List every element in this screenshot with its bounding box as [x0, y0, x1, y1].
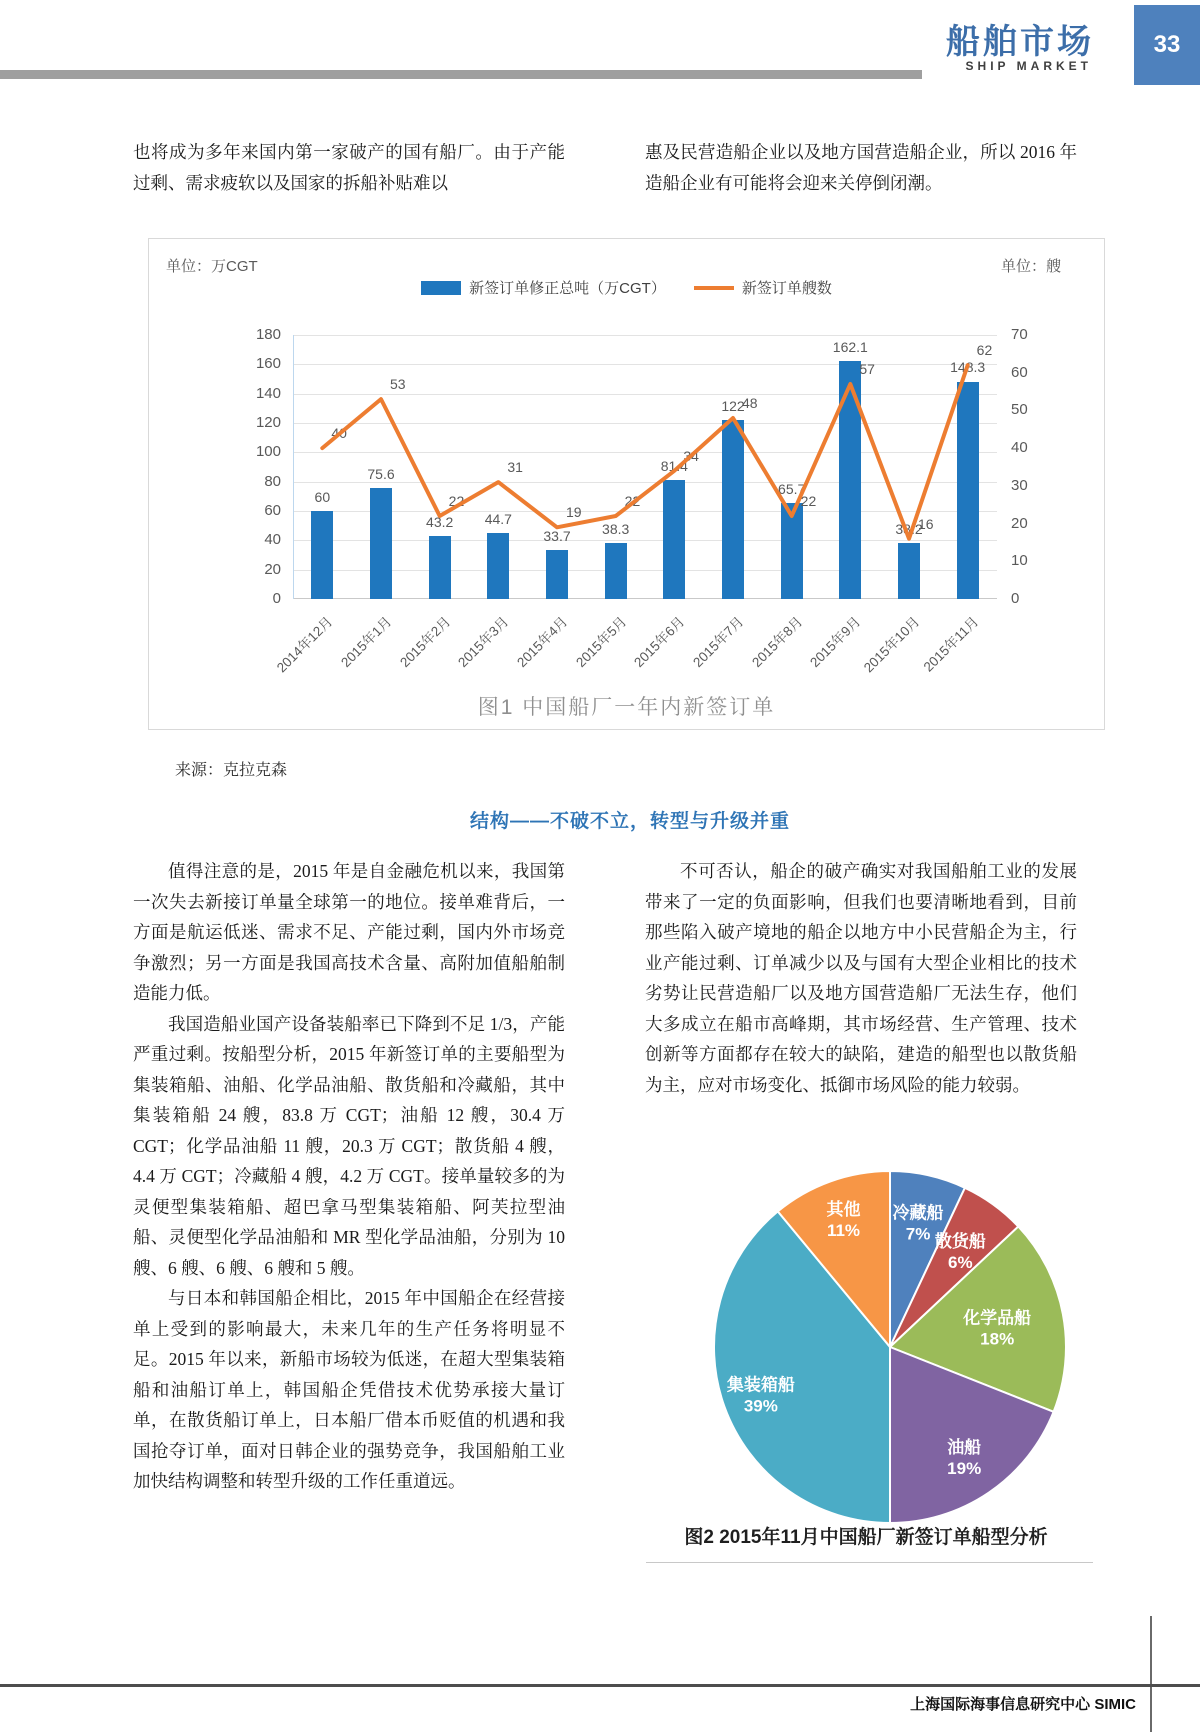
orders-count-line	[322, 365, 967, 539]
x-axis-label: 2015年8月	[748, 613, 806, 671]
legend-item-tonnage	[421, 277, 666, 298]
bar-series-label: 新签订单修正总吨（万CGT）	[469, 280, 666, 297]
pie-label-其他: 其他 11%	[826, 1199, 861, 1240]
paragraph: 值得注意的是，2015 年是自金融危机以来，我国第一次失去新接订单量全球第一的地位。接单难背后，一方面是航运低迷、需求不足、产能过剩，国内外市场竞争激烈；另一方面是我国高技术含量、高附加值船舶制造能力低。	[133, 861, 565, 1003]
right-axis-tick: 60	[1011, 363, 1028, 381]
paragraph: 不可否认，船企的破产确实对我国船舶工业的发展带来了一定的负面影响，但我们也要清晰地看到，目前那些陷入破产境地的船企以地方中小民营船企为主，行业产能过剩、订单减少以及与国有大型企业相比的技术劣势让民营造船厂以及地方国营造船厂无法生存，他们大多成立在船市高峰期，其市场经营、生产管理、技术创新等方面都存在较大的缺陷，建造的船型也以散货船为主，应对市场变化、抵御市场风险的能力较弱。	[645, 861, 1077, 1095]
left-axis-tick: 120	[255, 414, 281, 431]
left-axis-tick: 0	[272, 590, 281, 607]
x-axis-label: 2015年11月	[920, 613, 982, 675]
line-value-label: 22	[448, 493, 465, 510]
right-axis-tick: 40	[1011, 439, 1028, 457]
line-value-label: 19	[566, 504, 582, 521]
right-axis-tick: 20	[1011, 514, 1028, 532]
pie-label-化学品船: 化学品船 18%	[963, 1308, 1032, 1349]
x-axis-label: 2015年1月	[338, 613, 395, 671]
pie-label-冷藏船: 冷藏船 7%	[892, 1203, 944, 1244]
header-rule	[0, 70, 922, 79]
line-value-label: 62	[976, 342, 993, 359]
line-value-label: 16	[918, 515, 934, 532]
bar-value-label: 65.7	[778, 480, 806, 497]
pie-label-集装箱船: 集装箱船 39%	[726, 1375, 795, 1416]
x-axis-label: 2015年7月	[690, 613, 747, 671]
right-axis-unit: 单位：艘	[1000, 258, 1061, 275]
bar-value-label: 122	[721, 398, 745, 415]
line-series-label: 新签订单艘数	[741, 280, 832, 297]
paragraph: 与日本和韩国船企相比，2015 年中国船企在经营接单上受到的影响最大，未来几年的生产任务将明显不足。2015 年以来，新船市场较为低迷，在超大型集装箱船和油船订单上，韩国船企凭借技术优势承接大量订单，在散货船订单上，日本船厂借本币贬值的机遇和我国抢夺订单，面对日韩企业的强势竞争，我国船舶工业加快结构调整和转型升级的工作任重道远。	[133, 1288, 565, 1491]
bar-value-label: 38.3	[602, 520, 630, 537]
x-axis-label: 2015年10月	[860, 613, 923, 676]
page-title: 船舶市场	[946, 23, 1094, 61]
bar-value-label: 44.7	[484, 511, 512, 528]
left-axis-tick: 40	[264, 531, 281, 549]
source-note: 来源：克拉克森	[175, 762, 288, 779]
x-axis-label: 2015年5月	[572, 613, 630, 671]
x-axis-label: 2014年12月	[274, 613, 336, 676]
figure1-orders-chart	[148, 238, 1105, 730]
left-axis-unit: 单位：万CGT	[166, 258, 258, 275]
right-axis-tick: 30	[1011, 476, 1028, 494]
line-value-label: 57	[859, 361, 875, 378]
left-axis-tick: 20	[264, 560, 281, 578]
body-column-left	[133, 856, 565, 1497]
line-value-label: 40	[331, 425, 347, 442]
pie-label-油船: 油船 19%	[947, 1438, 982, 1479]
x-axis-label: 2015年3月	[455, 613, 512, 671]
left-axis-tick: 140	[255, 384, 281, 402]
shiptype-pie-chart	[690, 1147, 1090, 1547]
bar-value-label: 75.6	[367, 466, 395, 483]
bar-value-label: 148.3	[950, 359, 986, 376]
plot-area	[255, 326, 1028, 676]
bar-value-label: 81.4	[660, 457, 688, 474]
right-axis-tick: 70	[1011, 326, 1028, 343]
x-axis-label: 2015年9月	[807, 613, 864, 671]
section-heading: 结构——不破不立，转型与升级并重	[469, 811, 790, 832]
figure2-bottom-rule	[646, 1562, 1093, 1563]
paragraph: 我国造船业国产设备装船率已下降到不足 1/3，产能严重过剩。按船型分析，2015 年新签订单的主要船型为集装箱船、油船、化学品油船、散货船和冷藏船，其中集装箱船 24 艘，83.8 万 CGT；油船 12 艘，30.4 万 CGT；化学品油船 11 艘，20.3 万 CGT；散货船 4 艘，4.4 万 CGT；冷藏船 4 艘，4.2 万 CGT。接单量较多的为灵便型集装箱船、超巴拿马型集装箱船、阿芙拉型油船、灵便型化学品油船和 MR 型化学品油船，分别为 10 艘、6 艘、6 艘、6 艘和 5 艘。	[133, 1013, 565, 1278]
pie-label-散货船: 散货船 6%	[934, 1232, 986, 1273]
line-value-label: 31	[507, 459, 523, 476]
bar-series-swatch	[421, 281, 461, 295]
bar-value-label: 33.7	[543, 527, 571, 544]
page-subtitle: SHIP MARKET	[965, 59, 1092, 73]
left-axis-tick: 80	[264, 472, 281, 490]
footer-vertical-rule	[1150, 1616, 1152, 1732]
bar-value-label: 60	[314, 489, 331, 505]
legend-item-count	[694, 277, 832, 298]
left-axis-tick: 160	[255, 355, 281, 373]
line-value-label: 22	[624, 493, 641, 510]
line-value-label: 48	[742, 394, 758, 411]
right-axis-tick: 10	[1011, 552, 1028, 570]
line-value-label: 53	[390, 376, 406, 393]
bar-value-label: 38.2	[895, 520, 923, 537]
intro-text-left: 也将成为多年来国内第一家破产的国有船厂。由于产能过剩、需求疲软以及国家的拆船补贴难以	[133, 142, 565, 193]
figure2-caption: 图2 2015年11月中国船厂新签订单船型分析	[684, 1527, 1048, 1548]
body-column-right	[645, 856, 1077, 1100]
line-value-label: 34	[683, 447, 699, 464]
line-value-label: 22	[800, 493, 817, 510]
intro-text-right: 惠及民营造船企业以及地方国营造船企业，所以 2016 年造船企业有可能将会迎来关停倒闭潮。	[645, 142, 1077, 193]
left-axis-tick: 60	[264, 502, 281, 519]
left-axis-tick: 180	[255, 326, 281, 343]
chart-legend	[149, 277, 1104, 298]
right-axis-tick: 50	[1011, 401, 1028, 419]
bar-value-label: 162.1	[832, 339, 868, 356]
x-axis-label: 2015年6月	[631, 613, 688, 671]
x-axis-label: 2015年2月	[396, 613, 454, 671]
footer-text: 上海国际海事信息研究中心 SIMIC	[910, 1696, 1136, 1713]
line-series-layer	[293, 335, 997, 599]
footer-rule	[0, 1684, 1200, 1687]
x-axis-label: 2015年4月	[514, 613, 571, 671]
page-number-badge: 33	[1134, 5, 1200, 85]
figure1-caption: 图1 中国船厂一年内新签订单	[477, 696, 776, 719]
line-series-swatch	[694, 286, 734, 290]
left-axis-tick: 100	[255, 443, 281, 461]
right-axis-tick: 0	[1011, 590, 1020, 607]
bar-value-label: 43.2	[426, 513, 454, 530]
